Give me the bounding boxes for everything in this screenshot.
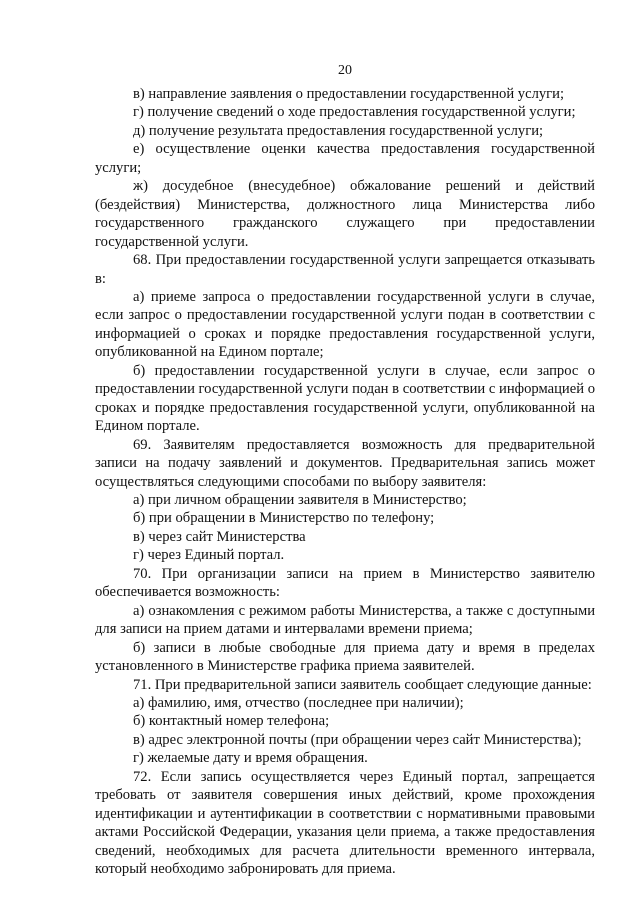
paragraph-68-b: б) предоставлении государственной услуги в случае, если запрос о предоставлении государственной услуги подан в соответствии с информацией о сроках и порядке предоставления государственной услуги, опубликованной на Едином портале. (95, 362, 595, 435)
paragraph-item-v-application: в) направление заявления о предоставлении государственной услуги; (133, 86, 565, 102)
document-body (95, 85, 595, 878)
page-number: 20 (338, 63, 352, 78)
paragraph-72: 72. Если запись осуществляется через Единый портал, запрещается требовать от заявителя совершения иных действий, кроме прохождения идентификации и аутентификации в соответствии с нормативными правовыми актами Российской Федерации, указания цели приема, а также предоставления сведений, необходимых для расчета длительности временного интервала, который необходимо забронировать для приема. (95, 768, 595, 878)
paragraph-70: 70. При организации записи на прием в Министерство заявителю обеспечивается возможность: (95, 565, 595, 601)
paragraph-71-b: б) контактный номер телефона; (133, 713, 330, 730)
paragraph-item-g-status: г) получение сведений о ходе предоставления государственной услуги; (133, 104, 576, 121)
paragraph-69-a: а) при личном обращении заявителя в Министерство; (133, 491, 467, 508)
paragraph-71-v: в) адрес электронной почты (при обращении через сайт Министерства); (133, 731, 582, 748)
paragraph-68-a: а) приеме запроса о предоставлении государственной услуги в случае, если запрос о предоставлении государственной услуги подан в соответствии с информацией о сроках и порядке предоставления государственной услуги, опубликованной на Едином портале; (95, 288, 595, 361)
paragraph-71-a: а) фамилию, имя, отчество (последнее при наличии); (133, 694, 464, 711)
paragraph-70-a: а) ознакомления с режимом работы Министерства, а также с доступными для записи на прием датами и интервалами времени приема; (95, 602, 595, 638)
paragraph-71: 71. При предварительной записи заявитель сообщает следующие данные: (133, 676, 592, 693)
paragraph-69-v: в) через сайт Министерства (133, 528, 306, 545)
paragraph-68: 68. При предоставлении государственной услуги запрещается отказывать в: (95, 252, 595, 287)
paragraph-item-d-result: д) получение результата предоставления государственной услуги; (133, 122, 544, 139)
paragraph-69-g: г) через Единый портал. (133, 547, 285, 564)
paragraph-69-b: б) при обращении в Министерство по телефону; (133, 510, 435, 527)
paragraph-71-g: г) желаемые дату и время обращения. (133, 750, 368, 767)
paragraph-69: 69. Заявителям предоставляется возможность для предварительной записи на подачу заявлений и документов. Предварительная запись может осуществляться следующими способами по выбору заявителя: (95, 436, 595, 490)
paragraph-item-e-quality: е) осуществление оценки качества предоставления государственной услуги; (95, 141, 595, 176)
paragraph-item-zh-appeal: ж) досудебное (внесудебное) обжалование решений и действий (бездействия) Министерства, должностного лица Министерства либо государственного гражданского служащего при предоставлении государственной услуги. (95, 178, 595, 250)
paragraph-70-b: б) записи в любые свободные для приема дату и время в пределах установленного в Министерстве графика приема заявителей. (95, 639, 595, 675)
